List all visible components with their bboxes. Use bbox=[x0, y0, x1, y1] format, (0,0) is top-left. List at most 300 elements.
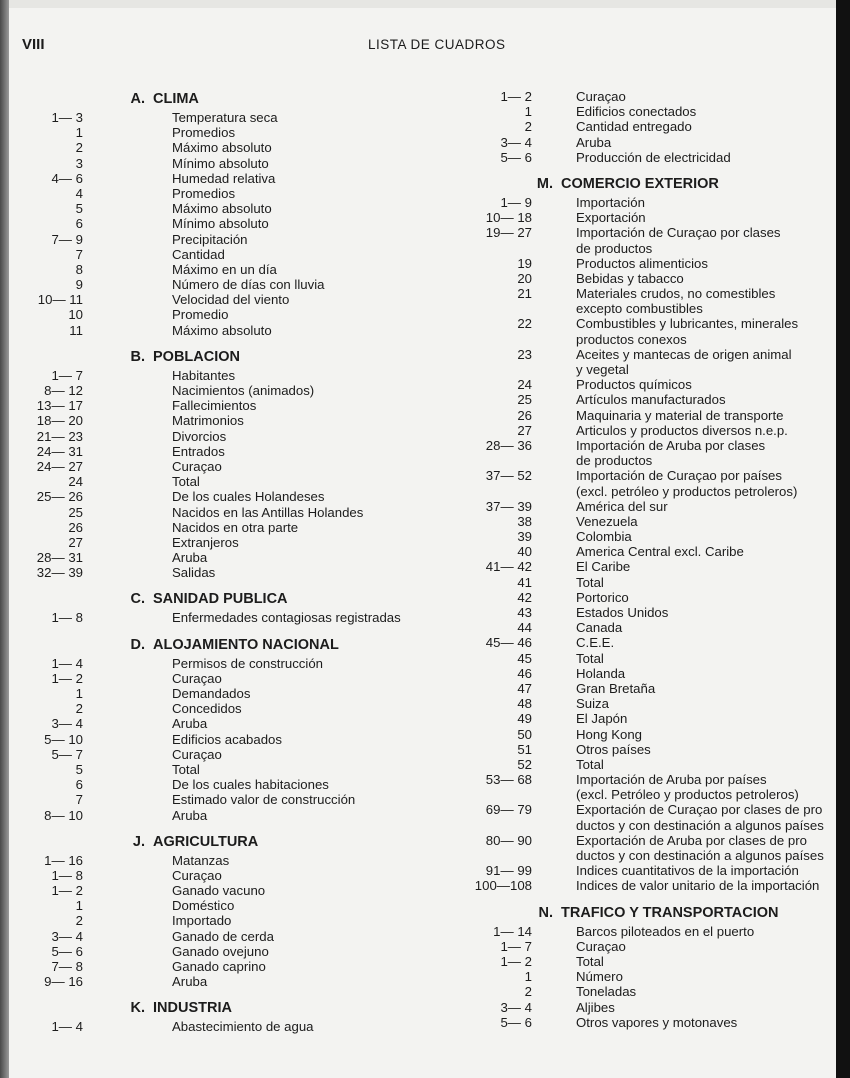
table-number-range: 22 bbox=[517, 316, 532, 332]
section-letter: B. bbox=[130, 348, 145, 365]
table-title: Venezuela bbox=[576, 513, 638, 529]
table-title: (excl. Petróleo y productos petroleros) bbox=[576, 787, 799, 803]
page-binding-shadow bbox=[0, 0, 9, 1078]
table-title: Productos alimenticios bbox=[576, 255, 708, 271]
section-heading bbox=[455, 176, 835, 193]
table-number-range: 80— 90 bbox=[485, 832, 532, 848]
table-title: Aruba bbox=[172, 974, 208, 990]
table-list-entry bbox=[455, 984, 835, 999]
table-title: Curaçao bbox=[172, 458, 222, 474]
table-number-range: 5— 6 bbox=[500, 149, 532, 165]
table-number-range: 2 bbox=[75, 140, 83, 156]
table-title: Combustibles y lubricantes, minerales bbox=[576, 316, 799, 332]
table-list-entry bbox=[10, 398, 450, 413]
section-title: COMERCIO EXTERIOR bbox=[561, 175, 719, 192]
table-list-entry bbox=[455, 666, 835, 681]
section-letter: D. bbox=[130, 636, 145, 653]
table-number-range bbox=[455, 818, 532, 833]
table-number-range: 5— 10 bbox=[44, 731, 83, 747]
section-title: INDUSTRIA bbox=[153, 1000, 232, 1017]
table-title: Suiza bbox=[576, 696, 609, 712]
table-title: El Japón bbox=[576, 711, 628, 727]
table-title: Exportación bbox=[576, 210, 646, 226]
table-number-range: 40 bbox=[517, 544, 532, 560]
table-title: Matanzas bbox=[172, 852, 230, 868]
table-list-entry bbox=[455, 195, 835, 210]
table-list-entry bbox=[455, 104, 835, 119]
table-list-entry bbox=[10, 429, 450, 444]
table-list-entry bbox=[455, 377, 835, 392]
table-title: Curaçao bbox=[172, 746, 222, 762]
table-list-entry bbox=[10, 868, 450, 883]
table-list-entry bbox=[455, 939, 835, 954]
table-title: Promedios bbox=[172, 185, 236, 201]
table-title: Importación de Aruba por países bbox=[576, 772, 767, 788]
table-list-entry bbox=[10, 140, 450, 155]
table-number-range: 27 bbox=[68, 534, 83, 550]
table-title: Bebidas y tabacco bbox=[576, 270, 684, 286]
table-number-range: 32— 39 bbox=[36, 565, 83, 581]
table-number-range: 1— 2 bbox=[500, 89, 532, 104]
table-list-entry bbox=[455, 499, 835, 514]
table-list-entry bbox=[10, 125, 450, 140]
table-number-range: 37— 39 bbox=[485, 498, 532, 514]
table-number-range: 5 bbox=[75, 761, 83, 777]
table-title: Enfermedades contagiosas registradas bbox=[172, 610, 401, 626]
table-list-entry bbox=[10, 201, 450, 216]
table-number-range: 26 bbox=[517, 407, 532, 423]
table-number-range: 41— 42 bbox=[485, 559, 532, 575]
table-list-entry bbox=[10, 944, 450, 959]
table-number-range: 1— 3 bbox=[51, 110, 83, 125]
table-number-range: 69— 79 bbox=[485, 802, 532, 818]
table-list-entry bbox=[455, 1015, 835, 1030]
table-number-range: 5— 7 bbox=[51, 746, 83, 762]
section-title: CLIMA bbox=[153, 91, 199, 107]
table-number-range: 8 bbox=[75, 261, 83, 277]
table-number-range: 19— 27 bbox=[485, 225, 532, 241]
table-list-entry bbox=[455, 438, 835, 453]
table-title: Ganado vacuno bbox=[172, 883, 266, 899]
table-title: Maquinaria y material de transporte bbox=[576, 407, 784, 423]
table-number-range: 1— 7 bbox=[500, 938, 532, 954]
table-list-entry bbox=[10, 307, 450, 322]
table-title: Cantidad bbox=[172, 246, 225, 262]
table-title: de productos bbox=[576, 240, 653, 256]
table-number-range: 49 bbox=[517, 711, 532, 727]
table-number-range: 41 bbox=[517, 574, 532, 590]
table-list-entry bbox=[10, 913, 450, 928]
table-title: Demandados bbox=[172, 686, 251, 701]
table-list-entry bbox=[10, 368, 450, 383]
table-number-range: 19 bbox=[517, 255, 532, 271]
table-title: Curaçao bbox=[576, 89, 626, 104]
table-title: ductos y con destinación a algunos países bbox=[576, 817, 824, 833]
table-list-entry bbox=[455, 757, 835, 772]
table-title: El Caribe bbox=[576, 559, 631, 575]
table-number-range: 7— 8 bbox=[51, 959, 83, 974]
table-number-range: 3— 4 bbox=[500, 134, 532, 150]
section-title: ALOJAMIENTO NACIONAL bbox=[153, 636, 339, 653]
table-list-entry bbox=[455, 969, 835, 984]
section-title: AGRICULTURA bbox=[153, 833, 259, 850]
table-list-entry bbox=[455, 89, 835, 104]
table-number-range: 21 bbox=[517, 286, 532, 302]
table-list-entry bbox=[10, 808, 450, 823]
table-title: Holanda bbox=[576, 665, 626, 681]
table-number-range: 1 bbox=[75, 898, 83, 914]
table-number-range: 24— 31 bbox=[36, 443, 83, 459]
table-number-range: 3— 4 bbox=[500, 999, 532, 1015]
table-title: Velocidad del viento bbox=[172, 292, 290, 308]
table-list-entry bbox=[455, 347, 835, 362]
section-letter: K. bbox=[130, 1000, 145, 1017]
table-number-range: 27 bbox=[517, 422, 532, 438]
table-title: Estimado valor de construcción bbox=[172, 792, 356, 808]
table-title: de productos bbox=[576, 453, 653, 469]
table-number-range: 24 bbox=[517, 377, 532, 393]
table-list-entry bbox=[455, 484, 835, 499]
table-number-range: 42 bbox=[517, 589, 532, 605]
table-number-range: 53— 68 bbox=[485, 772, 532, 788]
table-number-range bbox=[455, 787, 532, 802]
table-title: Colombia bbox=[576, 529, 632, 545]
table-title: Aruba bbox=[172, 807, 208, 823]
table-list-entry bbox=[10, 323, 450, 338]
table-title: excepto combustibles bbox=[576, 301, 703, 317]
table-title: Total bbox=[576, 756, 604, 772]
table-number-range: 39 bbox=[517, 529, 532, 545]
table-title: Máximo absoluto bbox=[172, 140, 272, 156]
table-title: Total bbox=[172, 761, 200, 777]
table-list-entry bbox=[10, 853, 450, 868]
section-letter: C. bbox=[130, 591, 145, 608]
table-title: Indices de valor unitario de la importación bbox=[576, 878, 820, 894]
table-number-range: 2 bbox=[524, 984, 532, 1000]
table-list-entry bbox=[10, 898, 450, 913]
table-list-entry bbox=[10, 156, 450, 171]
table-list-entry bbox=[455, 772, 835, 787]
table-number-range: 1 bbox=[75, 686, 83, 701]
table-title: Barcos piloteados en el puerto bbox=[576, 923, 755, 939]
table-title: Otros países bbox=[576, 741, 651, 757]
table-number-range: 4 bbox=[75, 185, 83, 201]
table-list-entry bbox=[10, 1019, 450, 1034]
table-number-range: 1— 16 bbox=[44, 852, 83, 868]
page-right-edge bbox=[836, 0, 850, 1078]
table-title: Toneladas bbox=[576, 984, 637, 1000]
table-number-range: 1— 2 bbox=[500, 953, 532, 969]
table-title: Entrados bbox=[172, 443, 225, 459]
table-number-range: 11 bbox=[69, 322, 83, 338]
table-title: Número de días con lluvia bbox=[172, 277, 325, 293]
table-title: Extranjeros bbox=[172, 534, 239, 550]
table-list-entry bbox=[455, 286, 835, 301]
table-list-entry bbox=[455, 514, 835, 529]
table-title: y vegetal bbox=[576, 362, 629, 377]
table-title: Productos químicos bbox=[576, 377, 692, 393]
table-title: Divorcios bbox=[172, 428, 227, 444]
table-list-entry bbox=[455, 529, 835, 544]
table-number-range bbox=[455, 453, 532, 468]
table-list-entry bbox=[10, 232, 450, 247]
table-list-entry bbox=[455, 271, 835, 286]
table-number-range: 7 bbox=[75, 792, 83, 808]
table-title: Materiales crudos, no comestibles bbox=[576, 286, 776, 302]
table-list-entry bbox=[455, 802, 835, 817]
table-title: productos conexos bbox=[576, 331, 687, 347]
table-title: Exportación de Curaçao por clases de pro bbox=[576, 802, 823, 818]
table-list-entry bbox=[10, 929, 450, 944]
table-number-range: 1— 2 bbox=[51, 670, 83, 686]
table-title: ductos y con destinación a algunos países bbox=[576, 848, 824, 863]
table-list-entry bbox=[455, 605, 835, 620]
table-title: Precipitación bbox=[172, 231, 248, 247]
section-title: POBLACION bbox=[153, 348, 240, 365]
table-number-range: 4— 6 bbox=[51, 170, 83, 186]
table-title: America Central excl. Caribe bbox=[576, 544, 744, 560]
table-number-range: 1 bbox=[524, 969, 532, 985]
table-title: Aceites y mantecas de origen animal bbox=[576, 346, 792, 362]
table-title: Articulos y productos diversos n.e.p. bbox=[576, 422, 788, 438]
table-number-range: 1 bbox=[75, 125, 83, 141]
table-list-entry bbox=[455, 651, 835, 666]
table-title: Ganado caprino bbox=[172, 959, 266, 974]
section-heading bbox=[10, 637, 450, 654]
table-list-entry bbox=[455, 332, 835, 347]
table-title: Estados Unidos bbox=[576, 605, 669, 620]
table-title: Hong Kong bbox=[576, 726, 642, 742]
table-title: Número bbox=[576, 969, 623, 985]
section-heading bbox=[10, 591, 450, 608]
table-title: Importación de Curaçao por países bbox=[576, 468, 782, 484]
table-title: Máximo absoluto bbox=[172, 322, 272, 338]
table-title: Promedios bbox=[172, 125, 236, 141]
table-list-entry bbox=[455, 727, 835, 742]
table-number-range: 1— 8 bbox=[51, 867, 83, 883]
table-list-entry bbox=[455, 135, 835, 150]
table-title: Canada bbox=[576, 620, 623, 636]
table-number-range: 28— 36 bbox=[485, 437, 532, 453]
table-title: Máximo en un día bbox=[172, 261, 277, 277]
table-list-entry bbox=[455, 878, 835, 893]
table-list-entry bbox=[455, 711, 835, 726]
table-number-range: 3— 4 bbox=[51, 928, 83, 944]
table-title: Humedad relativa bbox=[172, 170, 276, 186]
table-number-range: 3— 4 bbox=[51, 716, 83, 732]
table-number-range: 10— 11 bbox=[37, 292, 83, 308]
table-number-range: 91— 99 bbox=[485, 863, 532, 879]
table-title: Producción de electricidad bbox=[576, 149, 731, 165]
table-number-range: 43 bbox=[517, 605, 532, 620]
table-title: Indices cuantitativos de la importación bbox=[576, 863, 799, 879]
table-list-entry bbox=[10, 701, 450, 716]
table-number-range: 45— 46 bbox=[485, 635, 532, 651]
table-number-range bbox=[455, 484, 532, 499]
table-list-entry bbox=[10, 171, 450, 186]
table-title: Curaçao bbox=[172, 670, 222, 686]
table-list-entry bbox=[10, 444, 450, 459]
table-list-entry bbox=[10, 505, 450, 520]
table-number-range bbox=[455, 362, 532, 377]
table-list-entry bbox=[455, 742, 835, 757]
table-number-range: 2 bbox=[75, 913, 83, 929]
table-list-entry bbox=[455, 468, 835, 483]
section-heading bbox=[455, 905, 835, 922]
table-list-entry bbox=[455, 696, 835, 711]
table-title: Curaçao bbox=[172, 867, 222, 883]
table-number-range: 7 bbox=[75, 246, 83, 262]
table-list-entry bbox=[455, 620, 835, 635]
table-list-entry bbox=[10, 277, 450, 292]
table-number-range: 1— 2 bbox=[51, 883, 83, 899]
table-list-entry bbox=[455, 954, 835, 969]
table-title: Doméstico bbox=[172, 898, 235, 914]
table-title: Nacidos en otra parte bbox=[172, 519, 299, 535]
table-title: Concedidos bbox=[172, 701, 242, 717]
table-number-range: 1— 9 bbox=[500, 194, 532, 210]
table-number-range bbox=[455, 241, 532, 256]
table-number-range: 1— 4 bbox=[51, 655, 83, 671]
table-number-range: 44 bbox=[517, 620, 532, 636]
table-number-range: 100—108 bbox=[474, 878, 532, 894]
table-list-entry bbox=[10, 777, 450, 792]
table-title: Mínimo absoluto bbox=[172, 216, 269, 232]
table-number-range: 1 bbox=[524, 104, 532, 120]
table-number-range: 9 bbox=[75, 277, 83, 293]
table-number-range: 2 bbox=[75, 701, 83, 717]
table-number-range: 26 bbox=[68, 519, 83, 535]
table-list-entry bbox=[10, 474, 450, 489]
section-heading bbox=[10, 1000, 450, 1017]
table-list-entry bbox=[10, 716, 450, 731]
table-title: Portorico bbox=[576, 589, 629, 605]
table-list-entry bbox=[455, 848, 835, 863]
table-list-entry bbox=[455, 408, 835, 423]
table-list-entry bbox=[10, 413, 450, 428]
table-list-entry bbox=[455, 256, 835, 271]
table-list-entry bbox=[455, 681, 835, 696]
table-list-entry bbox=[10, 959, 450, 974]
table-number-range: 25 bbox=[517, 392, 532, 408]
table-number-range: 38 bbox=[517, 513, 532, 529]
table-title: Habitantes bbox=[172, 367, 236, 383]
table-list-entry bbox=[455, 787, 835, 802]
table-title: Exportación de Aruba por clases de pro bbox=[576, 832, 807, 848]
table-list-entry bbox=[10, 292, 450, 307]
table-number-range: 25— 26 bbox=[36, 489, 83, 505]
table-title: Total bbox=[576, 650, 604, 666]
table-number-range: 1— 4 bbox=[51, 1019, 83, 1035]
table-list-entry bbox=[455, 559, 835, 574]
table-list-entry bbox=[10, 883, 450, 898]
table-title: Aruba bbox=[172, 716, 208, 732]
table-list-entry bbox=[455, 241, 835, 256]
table-number-range: 37— 52 bbox=[485, 468, 532, 484]
table-title: Curaçao bbox=[576, 938, 626, 954]
table-list-entry bbox=[455, 833, 835, 848]
table-number-range bbox=[455, 848, 532, 863]
table-title: Matrimonios bbox=[172, 413, 244, 429]
table-number-range: 51 bbox=[517, 741, 532, 757]
table-list-entry bbox=[10, 489, 450, 504]
table-list-entry bbox=[10, 535, 450, 550]
table-list-entry bbox=[10, 747, 450, 762]
section-heading bbox=[10, 834, 450, 851]
table-number-range: 45 bbox=[517, 650, 532, 666]
table-list-entry bbox=[10, 216, 450, 231]
table-list-entry bbox=[10, 247, 450, 262]
table-list-entry bbox=[10, 671, 450, 686]
table-title: Temperatura seca bbox=[172, 110, 278, 125]
table-list-entry bbox=[455, 1000, 835, 1015]
table-list-entry bbox=[10, 459, 450, 474]
table-title: Total bbox=[576, 574, 604, 590]
table-number-range: 50 bbox=[517, 726, 532, 742]
table-list-entry bbox=[10, 565, 450, 580]
table-list-entry bbox=[10, 792, 450, 807]
table-title: Total bbox=[576, 953, 604, 969]
table-number-range: 46 bbox=[517, 665, 532, 681]
table-number-range: 1— 7 bbox=[51, 367, 83, 383]
running-title: LISTA DE CUADROS bbox=[368, 37, 506, 52]
table-number-range: 24— 27 bbox=[36, 458, 83, 474]
table-title: Aljibes bbox=[576, 999, 615, 1015]
table-number-range: 52 bbox=[517, 756, 532, 772]
table-list-entry bbox=[455, 818, 835, 833]
table-title: Promedio bbox=[172, 307, 229, 323]
table-number-range bbox=[455, 301, 532, 316]
table-title: Aruba bbox=[576, 134, 612, 150]
table-number-range: 3 bbox=[75, 155, 83, 171]
table-title: Máximo absoluto bbox=[172, 201, 272, 217]
section-title: TRAFICO Y TRANSPORTACION bbox=[561, 904, 779, 921]
table-list-entry bbox=[455, 362, 835, 377]
table-number-range: 6 bbox=[75, 216, 83, 232]
table-number-range: 18— 20 bbox=[36, 413, 83, 429]
table-title: Mínimo absoluto bbox=[172, 155, 269, 171]
table-title: C.E.E. bbox=[576, 635, 615, 651]
table-title: Edificios conectados bbox=[576, 104, 697, 120]
table-list-entry bbox=[455, 316, 835, 331]
right-column bbox=[455, 89, 835, 1030]
table-number-range: 10 bbox=[68, 307, 83, 323]
page-top-edge bbox=[0, 0, 850, 8]
table-list-entry bbox=[455, 301, 835, 316]
table-title: Gran Bretaña bbox=[576, 680, 656, 696]
table-title: Importado bbox=[172, 913, 232, 929]
table-number-range: 5 bbox=[75, 201, 83, 217]
section-letter: M. bbox=[536, 175, 553, 192]
table-list-entry bbox=[10, 686, 450, 701]
table-number-range: 28— 31 bbox=[36, 550, 83, 566]
table-title: Nacidos en las Antillas Holandes bbox=[172, 504, 364, 520]
table-number-range bbox=[455, 332, 532, 347]
table-list-entry bbox=[10, 520, 450, 535]
table-list-entry bbox=[10, 610, 450, 625]
section-letter: J. bbox=[132, 833, 145, 850]
table-number-range: 8— 10 bbox=[44, 807, 83, 823]
table-list-entry bbox=[10, 656, 450, 671]
table-number-range: 2 bbox=[524, 119, 532, 135]
table-list-entry bbox=[455, 423, 835, 438]
table-title: Importación de Aruba por clases bbox=[576, 437, 766, 453]
table-list-entry bbox=[10, 186, 450, 201]
table-list-entry bbox=[455, 453, 835, 468]
table-number-range: 5— 6 bbox=[500, 1014, 532, 1030]
table-number-range: 6 bbox=[75, 777, 83, 793]
table-number-range: 13— 17 bbox=[36, 398, 83, 414]
